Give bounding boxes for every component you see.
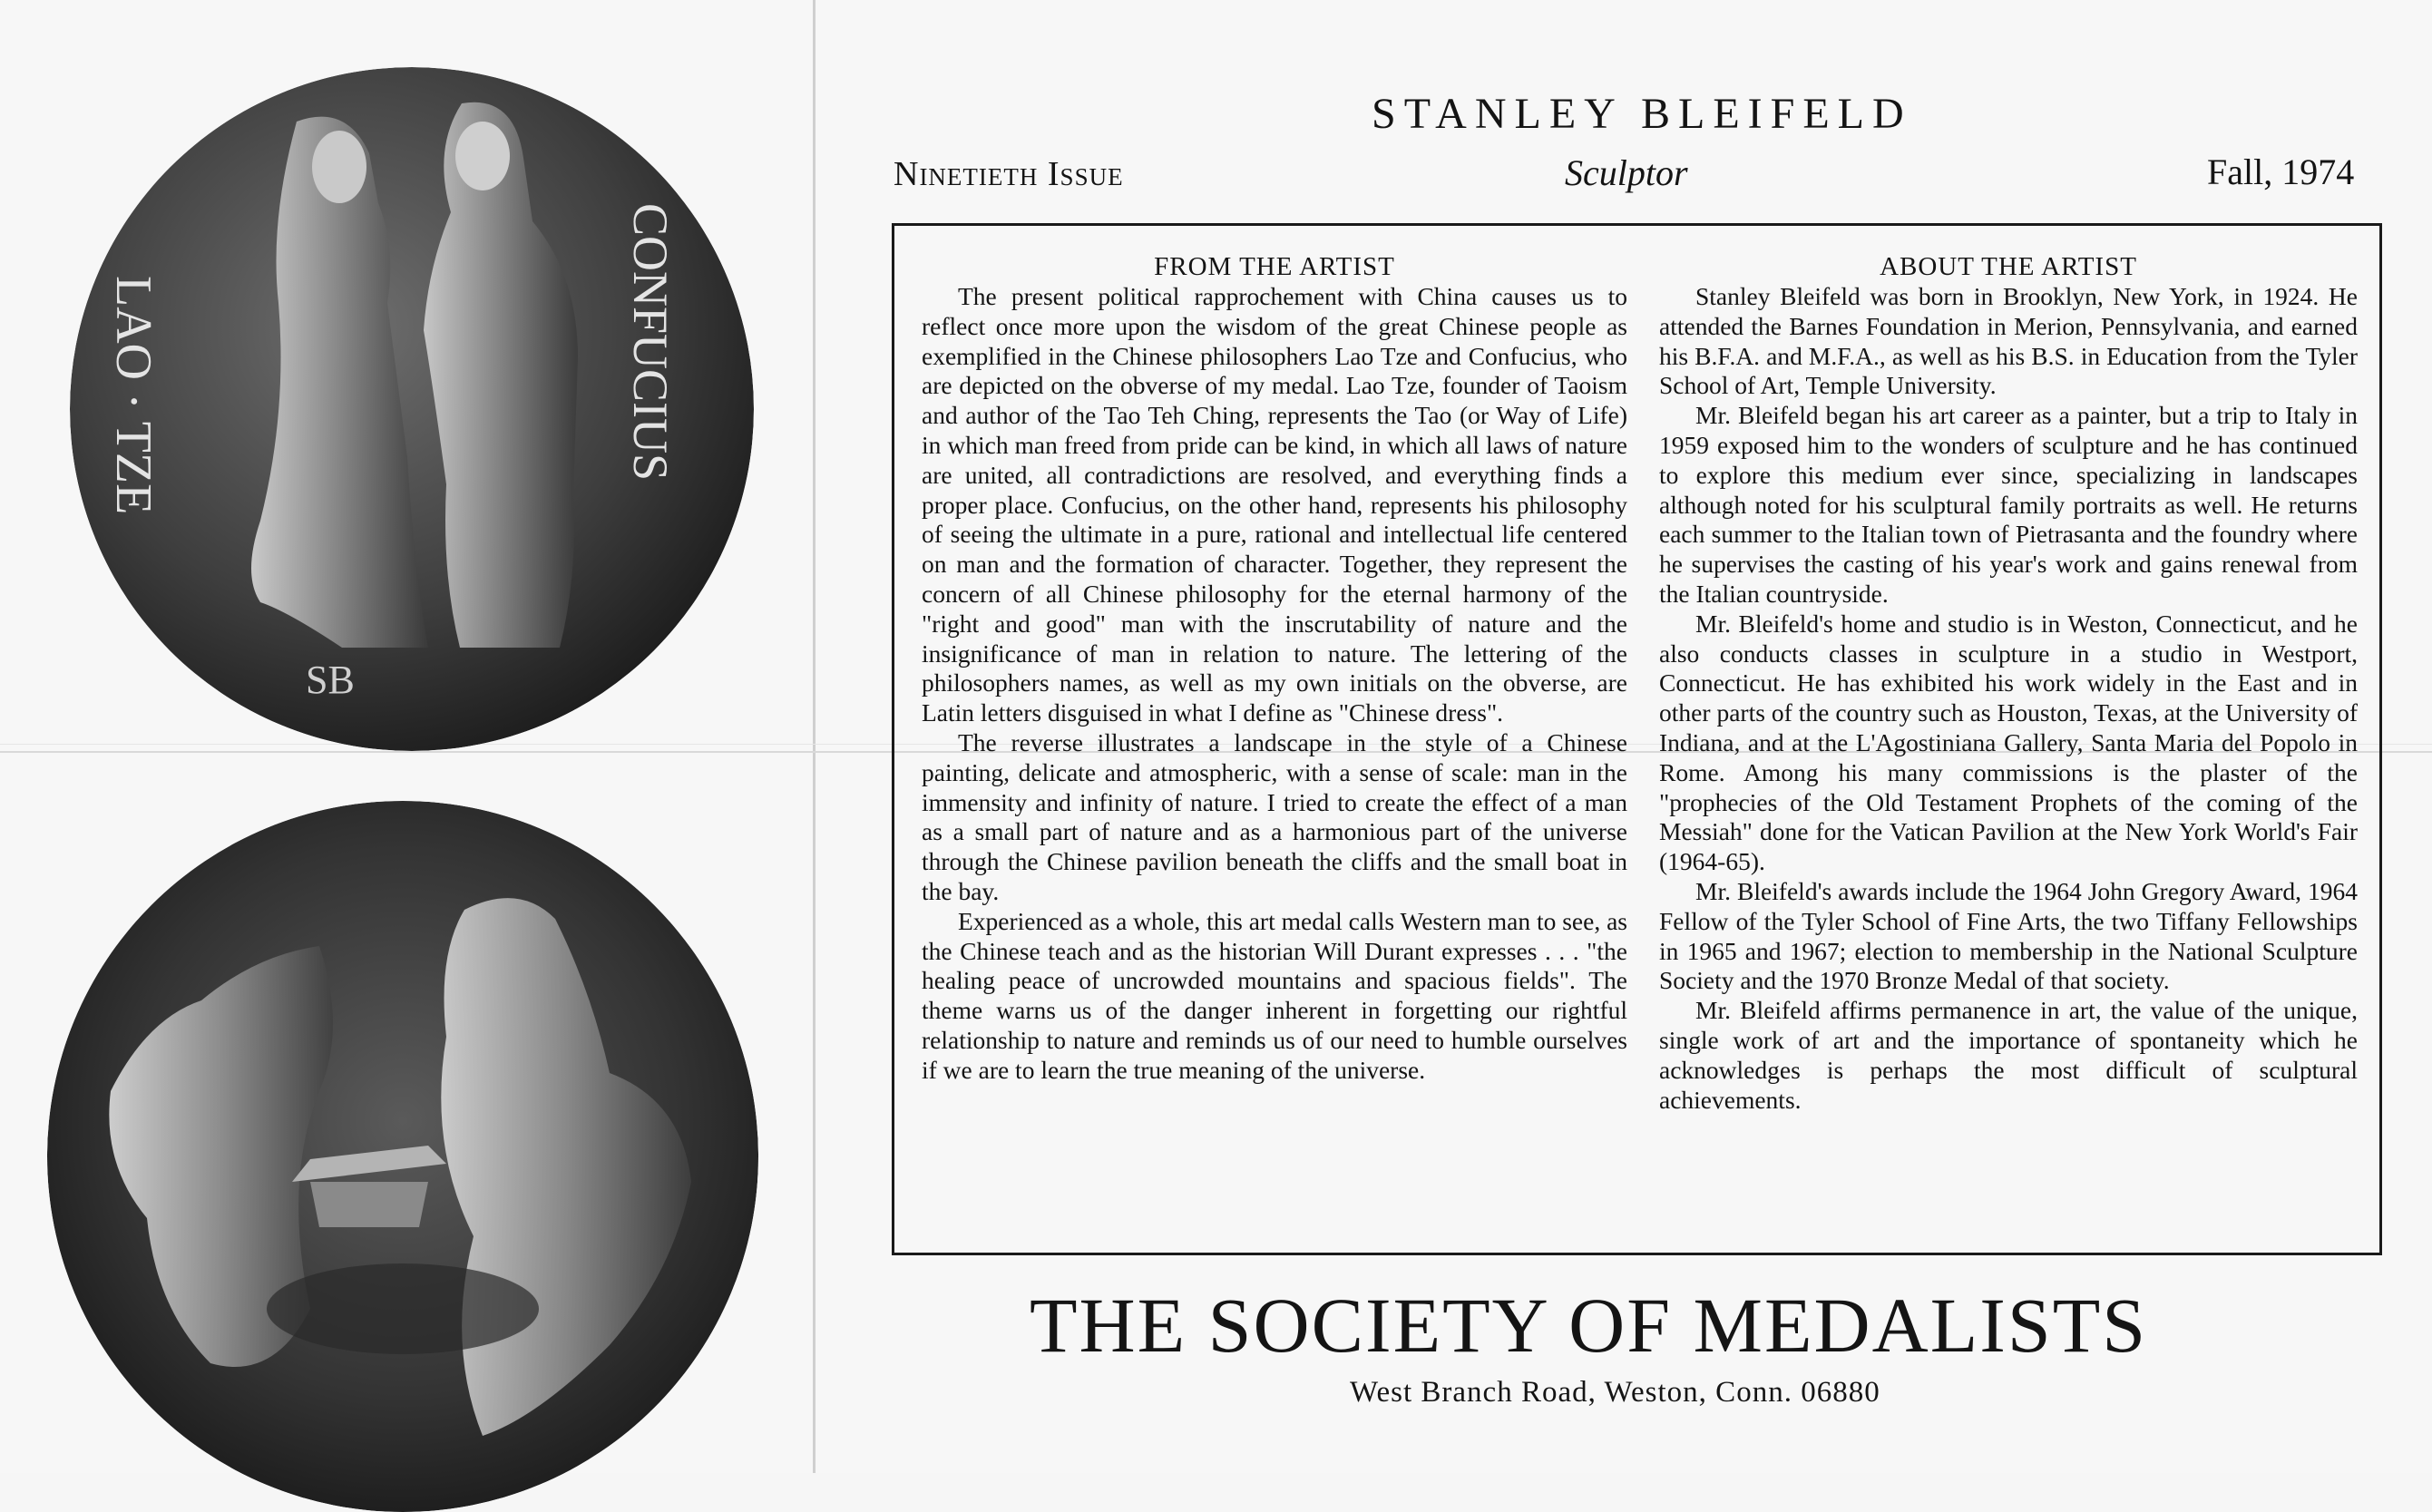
from-artist-paragraph-2: The reverse illustrates a landscape in the style of a Chinese painting, delicate and atmospheric, with a sense of scale: man in the immensity and infinity of nature. I tried to create the effect of a man as a small part of nature and as a harmonious part of the universe through the Chinese pavilion beneath the cliffs and the small boat in the bay. [922,727,1627,905]
obverse-inscription-right: CONFUCIUS [623,203,678,482]
artist-name-heading: STANLEY BLEIFELD [1372,90,1912,138]
issue-date: Fall, 1974 [2207,151,2355,192]
medal-obverse-image [70,67,754,751]
from-artist-paragraph-1: The present political rapprochement with China causes us to reflect once more upon the wisdom of the great Chinese people as exemplified in the Chinese philosophers Lao Tze and Confucius, who are depicted on the obverse of my medal. Lao Tze, founder of Taoism and author of the Tao Teh Ching, represents the Tao (or Way of Life) in which man freed from pride can be kind, in which all laws of nature are united, all contradictions are resolved, and everything finds a proper place. Confucius, on the other hand, represents his philosophy of seeing the ultimate in a pure, rational and intellectual life centered on man and the formation of character. Together, they represent the concern of all Chinese philosophy for the eternal harmony of the "right and good" man with the inscrutability of nature and the insignificance of man in relation to nature. The lettering of the philosophers names, as well as my own initials on the obverse, are Latin letters disguised in what I define as "Chinese dress". [922,282,1627,727]
vertical-fold-line [813,0,816,1473]
obverse-inscription-left: LAO · TZE [105,276,161,515]
about-artist-paragraph-1: Stanley Bleifeld was born in Brooklyn, New York, in 1924. He attended the Barnes Foundation in Merion, Pennsylvania, and earned his B.F.A. and M.F.A., as well as his B.S. in Education from the Tyler School of Art, Temple University. [1659,282,2358,400]
about-the-artist-heading: ABOUT THE ARTIST [1880,252,2137,281]
obverse-initials: SB [306,658,355,702]
from-the-artist-column [922,251,1627,1086]
text-box [892,223,2382,1255]
about-artist-paragraph-2: Mr. Bleifeld began his art career as a painter, but a trip to Italy in 1959 exposed him to the wonders of sculpture and he has continued to explore this medium ever since, specializing in landscapes although noted for his sculptural family portraits as well. He returns each summer to the Italian town of Pietrasanta and the foundry where he supervises the casting of his year's work and gains renewal from the Italian countryside. [1659,401,2358,608]
about-artist-paragraph-4: Mr. Bleifeld's awards include the 1964 John Gregory Award, 1964 Fellow of the Tyler School of Fine Arts, the two Tiffany Fellowships in 1965 and 1967; election to membership in the National Sculpture Society and the 1970 Bronze Medal of that society. [1659,876,2358,995]
society-address: West Branch Road, Weston, Conn. 06880 [1350,1376,1880,1409]
from-the-artist-heading: FROM THE ARTIST [1154,252,1395,281]
about-artist-paragraph-5: Mr. Bleifeld affirms permanence in art, the value of the unique, single work of art and the importance of spontaneity which he acknowledges is perhaps the most difficult of sculptural achievements. [1659,996,2358,1114]
from-artist-paragraph-3: Experienced as a whole, this art medal calls Western man to see, as the Chinese teach and as the historian Will Durant expresses . . . "the healing peace of uncrowded mountains and spacious fields". The theme warns us of the danger inherent in forgetting our rightful relationship to nature and reminds us of our need to humble ourselves if we are to learn the true meaning of the universe. [922,906,1627,1084]
issue-label: Ninetieth Issue [894,155,1124,193]
society-title: THE SOCIETY OF MEDALISTS [1030,1282,2148,1369]
artist-role: Sculptor [1565,152,1688,193]
medal-reverse-image [47,801,758,1512]
about-the-artist-column [1659,251,2358,1115]
about-artist-paragraph-3: Mr. Bleifeld's home and studio is in Weston, Connecticut, and he also conducts classes in sculpture in a studio in Westport, Connecticut. He has exhibited his work widely in the East and in other parts of the country such as Houston, Texas, at the University of Indiana, and at the L'Agostiniana Gallery, Santa Maria del Popolo in Rome. Among his many commissions is the plaster of the "prophecies of the Old Testament Prophets of the coming of the Messiah" done for the Vatican Pavilion at the New York World's Fair (1964-65). [1659,609,2358,876]
